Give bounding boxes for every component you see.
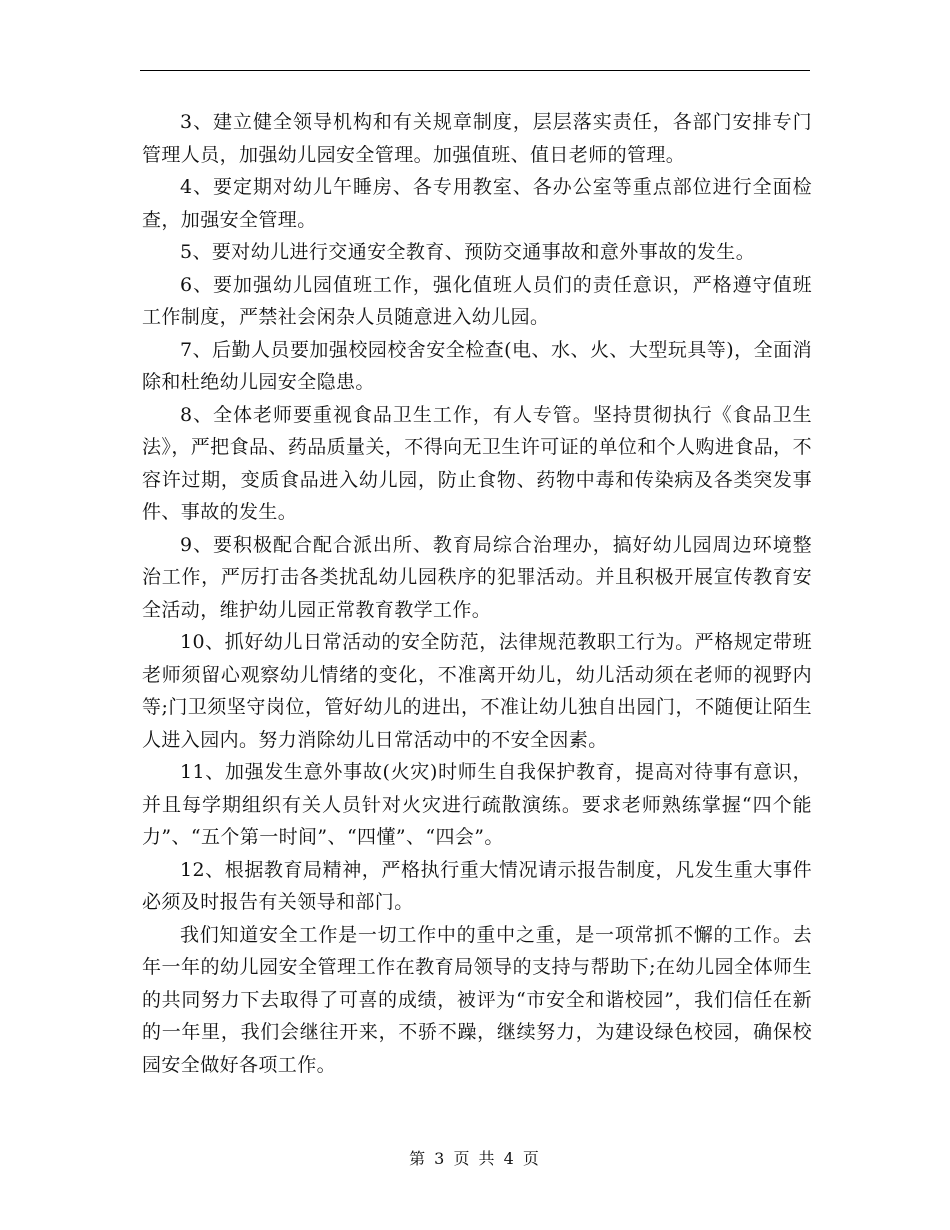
- paragraph-item-3: 3、建立健全领导机构和有关规章制度，层层落实责任，各部门安排专门管理人员，加强幼儿园安全管理。加强值班、值日老师的管理。: [142, 111, 812, 166]
- paragraph-item-10: 10、抓好幼儿日常活动的安全防范，法律规范教职工行为。严格规定带班老师须留心观察幼儿情绪的变化，不准离开幼儿，幼儿活动须在老师的视野内等;门卫须坚守岗位，管好幼儿的进出，不准让幼儿独自出园门，不随便让陌生人进入园内。努力消除幼儿日常活动中的不安全因素。: [142, 631, 812, 751]
- paragraph-item-4: 4、要定期对幼儿午睡房、各专用教室、各办公室等重点部位进行全面检查，加强安全管理。: [142, 176, 812, 231]
- paragraph-item-6: 6、要加强幼儿园值班工作，强化值班人员们的责任意识，严格遵守值班工作制度，严禁社会闲杂人员随意进入幼儿园。: [142, 273, 812, 328]
- paragraph-item-9: 9、要积极配合配合派出所、教育局综合治理办，搞好幼儿园周边环境整治工作，严厉打击各类扰乱幼儿园秩序的犯罪活动。并且积极开展宣传教育安全活动，维护幼儿园正常教育教学工作。: [142, 533, 812, 621]
- document-body: [142, 106, 812, 1081]
- header-rule: [140, 70, 810, 71]
- paragraph-item-7: 7、后勤人员要加强校园校舍安全检查(电、水、火、大型玩具等)，全面消除和杜绝幼儿园安全隐患。: [142, 338, 812, 393]
- paragraph-item-11: 11、加强发生意外事故(火灾)时师生自我保护教育，提高对待事有意识，并且每学期组织有关人员针对火灾进行疏散演练。要求老师熟练掌握“四个能力”、“五个第一时间”、“四懂”、“四会”。: [142, 761, 812, 848]
- paragraph-item-8: 8、全体老师要重视食品卫生工作，有人专管。坚持贯彻执行《食品卫生法》，严把食品、药品质量关，不得向无卫生许可证的单位和个人购进食品，不容许过期，变质食品进入幼儿园，防止食物、药物中毒和传染病及各类突发事件、事故的发生。: [142, 403, 812, 523]
- paragraph-item-12: 12、根据教育局精神，严格执行重大情况请示报告制度，凡发生重大事件必须及时报告有关领导和部门。: [142, 858, 812, 913]
- page-number: 第 3 页 共 4 页: [409, 1149, 541, 1168]
- paragraph-conclusion: 我们知道安全工作是一切工作中的重中之重，是一项常抓不懈的工作。去年一年的幼儿园安全管理工作在教育局领导的支持与帮助下;在幼儿园全体师生的共同努力下去取得了可喜的成绩，被评为“市安全和谐校园”，我们信任在新的一年里，我们会继往开来，不骄不躁，继续努力，为建设绿色校园，确保校园安全做好各项工作。: [142, 923, 812, 1076]
- paragraph-item-5: 5、要对幼儿进行交通安全教育、预防交通事故和意外事故的发生。: [180, 241, 756, 263]
